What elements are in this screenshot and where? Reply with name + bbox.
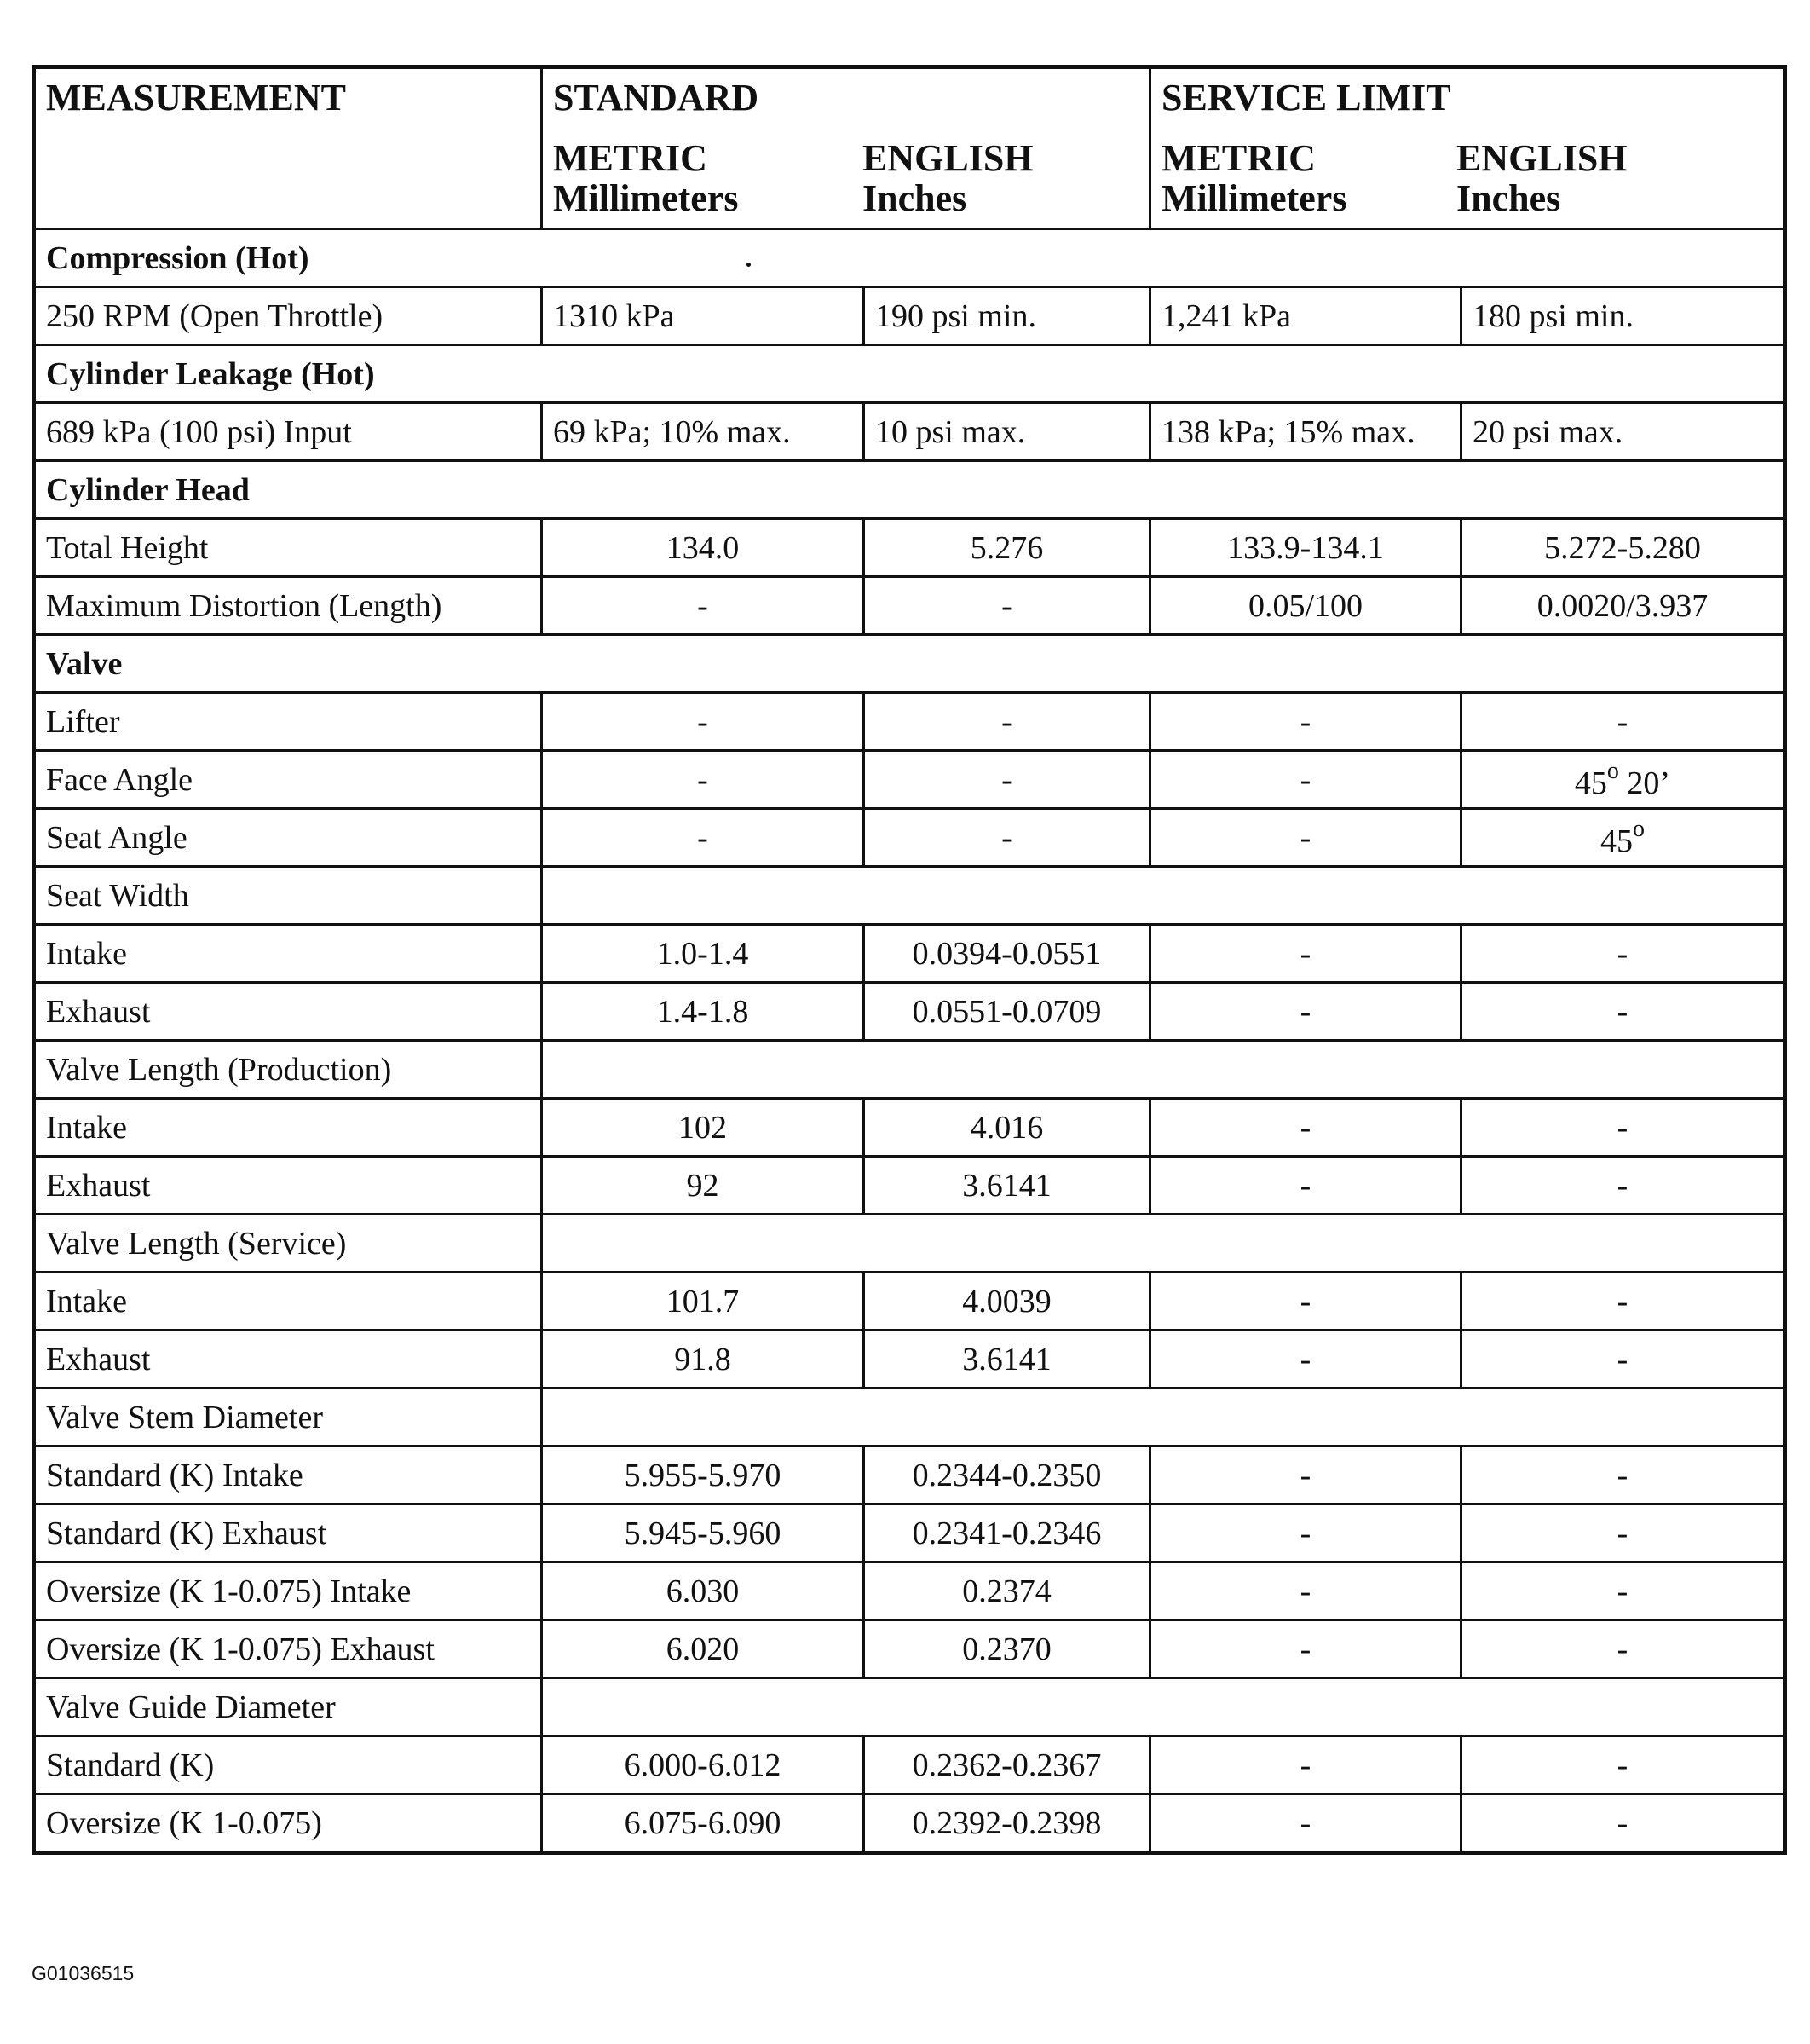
row-label: Lifter xyxy=(34,693,542,751)
value-cell: - xyxy=(1461,693,1785,751)
subsection-row xyxy=(34,1041,1785,1099)
row-label: Intake xyxy=(34,1099,542,1157)
section-title: Cylinder Leakage (Hot) xyxy=(34,345,1785,403)
value-cell xyxy=(1461,809,1785,867)
row-label: Total Height xyxy=(34,519,542,577)
value-cell: 5.945-5.960 xyxy=(542,1504,864,1562)
empty-cell xyxy=(542,1041,1785,1099)
value-cell: - xyxy=(1150,1331,1461,1389)
value-cell: - xyxy=(542,693,864,751)
value-cell: 0.2362-0.2367 xyxy=(864,1736,1150,1794)
value-cell: - xyxy=(1150,1794,1461,1853)
value-cell: 0.05/100 xyxy=(1150,577,1461,635)
value-cell: 5.272-5.280 xyxy=(1461,519,1785,577)
empty-cell xyxy=(542,1678,1785,1736)
specification-table xyxy=(32,65,1787,1855)
table-row xyxy=(34,1099,1785,1157)
standard-metric-header: METRIC Millimeters xyxy=(553,137,739,219)
table-row xyxy=(34,693,1785,751)
value-cell: 0.2374 xyxy=(864,1562,1150,1620)
table-row xyxy=(34,809,1785,867)
table-row xyxy=(34,287,1785,345)
row-label: Seat Angle xyxy=(34,809,542,867)
degree-symbol: o xyxy=(1633,816,1645,842)
value-cell: - xyxy=(1461,1562,1785,1620)
angle-degrees: 45 xyxy=(1600,823,1633,859)
value-cell: 6.000-6.012 xyxy=(542,1736,864,1794)
section-title: Cylinder Head xyxy=(34,461,1785,519)
table-row xyxy=(34,1446,1785,1504)
value-cell: - xyxy=(1150,1099,1461,1157)
standard-title: STANDARD xyxy=(553,77,759,118)
empty-cell xyxy=(542,1389,1785,1446)
row-label: Exhaust xyxy=(34,983,542,1041)
value-cell: 134.0 xyxy=(542,519,864,577)
table-row xyxy=(34,1157,1785,1215)
table-body xyxy=(34,229,1785,1853)
value-cell: 180 psi min. xyxy=(1461,287,1785,345)
subsection-title: Valve Guide Diameter xyxy=(34,1678,542,1736)
angle-degrees: 45 xyxy=(1574,765,1607,801)
row-label: Face Angle xyxy=(34,751,542,809)
value-cell: 102 xyxy=(542,1099,864,1157)
degree-symbol: o xyxy=(1606,758,1619,784)
subsection-title: Valve Length (Production) xyxy=(34,1041,542,1099)
value-cell: - xyxy=(864,809,1150,867)
subsection-title: Valve Length (Service) xyxy=(34,1215,542,1273)
value-cell: - xyxy=(1150,809,1461,867)
value-cell: - xyxy=(542,577,864,635)
row-label: Standard (K) xyxy=(34,1736,542,1794)
value-cell: - xyxy=(542,809,864,867)
section-title: Compression (Hot) xyxy=(34,229,1785,287)
table-row xyxy=(34,403,1785,461)
value-cell: 6.020 xyxy=(542,1620,864,1678)
value-cell: - xyxy=(1150,751,1461,809)
value-cell: 0.2341-0.2346 xyxy=(864,1504,1150,1562)
service-limit-title: SERVICE LIMIT xyxy=(1162,77,1451,118)
value-cell: - xyxy=(1461,1273,1785,1331)
value-cell: 1.0-1.4 xyxy=(542,925,864,983)
table-row xyxy=(34,925,1785,983)
value-cell: 92 xyxy=(542,1157,864,1215)
value-cell: - xyxy=(1150,693,1461,751)
standard-header xyxy=(542,67,1150,229)
row-label: Oversize (K 1-0.075) xyxy=(34,1794,542,1853)
row-label: Standard (K) Exhaust xyxy=(34,1504,542,1562)
value-cell: - xyxy=(542,751,864,809)
standard-english-header: ENGLISH Inches xyxy=(862,137,1034,219)
scan-dot-mark xyxy=(746,263,751,267)
subsection-row xyxy=(34,867,1785,925)
section-title: Valve xyxy=(34,635,1785,693)
value-cell: 133.9-134.1 xyxy=(1150,519,1461,577)
value-cell: 1310 kPa xyxy=(542,287,864,345)
row-label: Standard (K) Intake xyxy=(34,1446,542,1504)
value-cell: - xyxy=(1150,1504,1461,1562)
value-cell xyxy=(1461,751,1785,809)
value-cell: - xyxy=(1461,1794,1785,1853)
empty-cell xyxy=(542,867,1785,925)
figure-id: G01036515 xyxy=(32,1962,135,1984)
subsection-title: Seat Width xyxy=(34,867,542,925)
table-row xyxy=(34,1273,1785,1331)
row-label: Exhaust xyxy=(34,1331,542,1389)
value-cell: 4.0039 xyxy=(864,1273,1150,1331)
subsection-row xyxy=(34,1215,1785,1273)
section-row xyxy=(34,229,1785,287)
value-cell: 20 psi max. xyxy=(1461,403,1785,461)
table-row xyxy=(34,1504,1785,1562)
value-cell: 0.2392-0.2398 xyxy=(864,1794,1150,1853)
subsection-title: Valve Stem Diameter xyxy=(34,1389,542,1446)
value-cell: 138 kPa; 15% max. xyxy=(1150,403,1461,461)
subsection-row xyxy=(34,1678,1785,1736)
value-cell: 3.6141 xyxy=(864,1331,1150,1389)
row-label: Maximum Distortion (Length) xyxy=(34,577,542,635)
value-cell: - xyxy=(1461,1736,1785,1794)
value-cell: 0.2344-0.2350 xyxy=(864,1446,1150,1504)
table-row xyxy=(34,1736,1785,1794)
table-row xyxy=(34,519,1785,577)
value-cell: - xyxy=(1461,1446,1785,1504)
section-row xyxy=(34,461,1785,519)
value-cell: - xyxy=(864,693,1150,751)
value-cell: - xyxy=(864,577,1150,635)
subsection-row xyxy=(34,1389,1785,1446)
value-cell: - xyxy=(1461,1331,1785,1389)
table-row xyxy=(34,1331,1785,1389)
value-cell: 69 kPa; 10% max. xyxy=(542,403,864,461)
value-cell: 6.030 xyxy=(542,1562,864,1620)
value-cell: 10 psi max. xyxy=(864,403,1150,461)
table-row xyxy=(34,1620,1785,1678)
value-cell: 0.2370 xyxy=(864,1620,1150,1678)
value-cell: 5.955-5.970 xyxy=(542,1446,864,1504)
row-label: 689 kPa (100 psi) Input xyxy=(34,403,542,461)
value-cell: - xyxy=(1461,1504,1785,1562)
value-cell: 101.7 xyxy=(542,1273,864,1331)
row-label: Intake xyxy=(34,925,542,983)
angle-minutes: 20’ xyxy=(1618,765,1671,801)
value-cell: 190 psi min. xyxy=(864,287,1150,345)
row-label: Exhaust xyxy=(34,1157,542,1215)
value-cell: - xyxy=(1150,983,1461,1041)
section-row xyxy=(34,345,1785,403)
value-cell: - xyxy=(1461,1157,1785,1215)
value-cell: 0.0020/3.937 xyxy=(1461,577,1785,635)
section-row xyxy=(34,635,1785,693)
service-english-header: ENGLISH Inches xyxy=(1456,137,1628,219)
value-cell: 91.8 xyxy=(542,1331,864,1389)
value-cell: - xyxy=(1150,1562,1461,1620)
value-cell: 4.016 xyxy=(864,1099,1150,1157)
measurement-header: MEASUREMENT xyxy=(34,67,542,229)
value-cell: - xyxy=(1150,1157,1461,1215)
table-row xyxy=(34,1794,1785,1853)
value-cell: 3.6141 xyxy=(864,1157,1150,1215)
table-row xyxy=(34,1562,1785,1620)
value-cell: - xyxy=(1150,925,1461,983)
value-cell: - xyxy=(1461,1620,1785,1678)
table-row xyxy=(34,577,1785,635)
value-cell: 5.276 xyxy=(864,519,1150,577)
value-cell: - xyxy=(1461,983,1785,1041)
table-row xyxy=(34,751,1785,809)
value-cell: 0.0394-0.0551 xyxy=(864,925,1150,983)
value-cell: - xyxy=(1150,1273,1461,1331)
service-limit-header xyxy=(1150,67,1785,229)
value-cell: - xyxy=(1150,1446,1461,1504)
empty-cell xyxy=(542,1215,1785,1273)
table-row xyxy=(34,983,1785,1041)
value-cell: 1,241 kPa xyxy=(1150,287,1461,345)
row-label: Oversize (K 1-0.075) Intake xyxy=(34,1562,542,1620)
value-cell: - xyxy=(1150,1620,1461,1678)
value-cell: - xyxy=(1150,1736,1461,1794)
value-cell: - xyxy=(1461,925,1785,983)
value-cell: 1.4-1.8 xyxy=(542,983,864,1041)
value-cell: - xyxy=(1461,1099,1785,1157)
value-cell: 6.075-6.090 xyxy=(542,1794,864,1853)
row-label: Oversize (K 1-0.075) Exhaust xyxy=(34,1620,542,1678)
header-row xyxy=(34,67,1785,229)
row-label: 250 RPM (Open Throttle) xyxy=(34,287,542,345)
value-cell: 0.0551-0.0709 xyxy=(864,983,1150,1041)
service-metric-header: METRIC Millimeters xyxy=(1162,137,1347,219)
value-cell: - xyxy=(864,751,1150,809)
row-label: Intake xyxy=(34,1273,542,1331)
